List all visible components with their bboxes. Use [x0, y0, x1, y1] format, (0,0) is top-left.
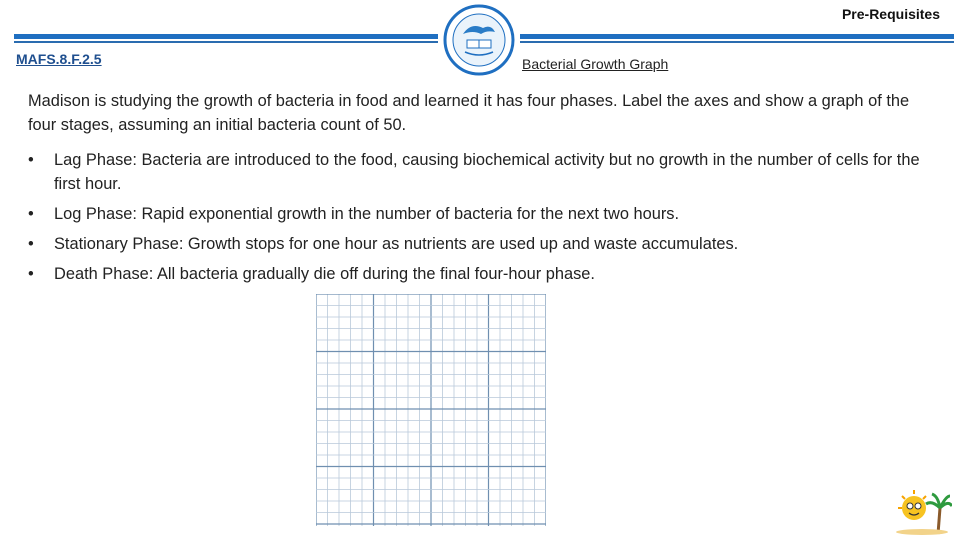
sun-palm-tree-mascot-icon [892, 488, 952, 536]
header-bar-right-underline [520, 41, 954, 43]
bullet-icon: • [28, 205, 34, 223]
standard-code: MAFS.8.F.2.5 [16, 51, 102, 67]
phase-text: Log Phase: Rapid exponential growth in the number of bacteria for the next two hours. [54, 205, 680, 223]
phase-text: Lag Phase: Bacteria are introduced to the food, causing biochemical activity but no growth in the number of cells for the first hour. [54, 151, 920, 193]
bullet-icon: • [28, 265, 34, 283]
bullet-icon: • [28, 235, 34, 253]
section-title: Pre-Requisites [841, 6, 940, 22]
header-bar-left-underline [14, 41, 438, 43]
list-item [28, 202, 928, 226]
problem-intro: Madison is studying the growth of bacteria in food and learned it has four phases. Label the axes and show a graph of the four stages, assuming an initial bacteria count of 50. [28, 92, 910, 134]
blank-grid-icon [316, 294, 546, 526]
phase-list [28, 148, 928, 292]
phase-text: Stationary Phase: Growth stops for one hour as nutrients are used up and waste accumulates. [54, 235, 739, 253]
bullet-icon: • [28, 151, 34, 169]
header-bar-left [14, 34, 438, 39]
school-district-seal-icon [443, 4, 515, 76]
phase-text: Death Phase: All bacteria gradually die off during the final four-hour phase. [54, 265, 595, 283]
slide-subtitle: Bacterial Growth Graph [522, 56, 669, 72]
header-bar-right [520, 34, 954, 39]
list-item [28, 232, 928, 256]
list-item [28, 148, 928, 196]
list-item [28, 262, 928, 286]
